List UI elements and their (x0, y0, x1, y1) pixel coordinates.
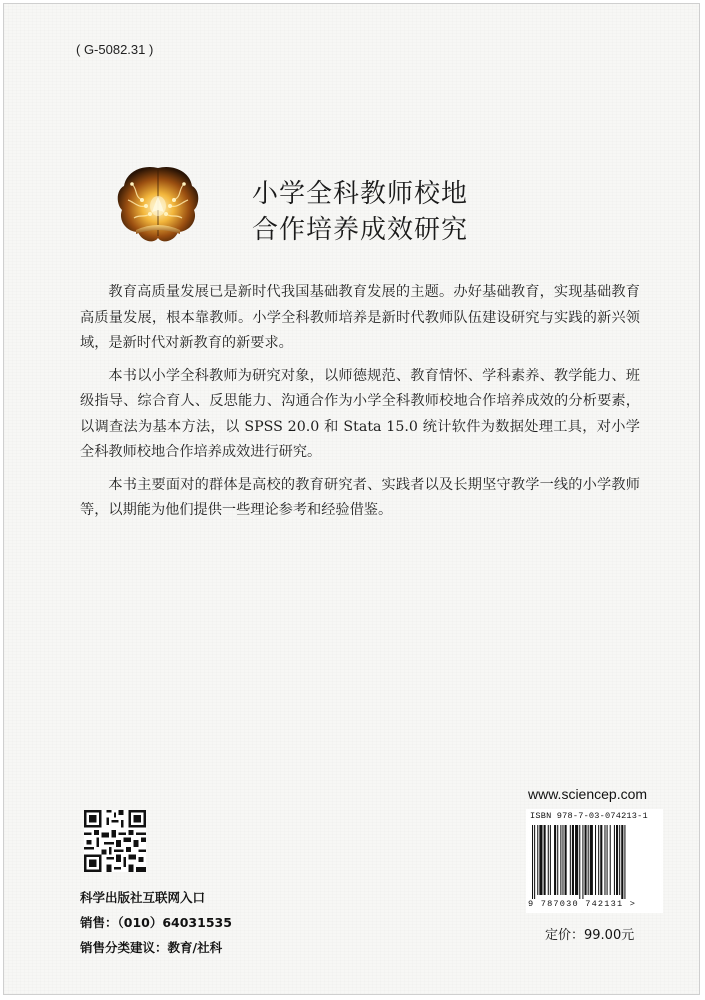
isbn-barcode-block (526, 809, 663, 913)
book-price: 定价：99.00元 (545, 928, 635, 943)
barcode-icon (530, 825, 658, 899)
description-paragraph-3: 本书主要面对的群体是高校的教育研究者、实践者以及长期坚守教学一线的小学教师等，以期能为他们提供一些理论参考和经验借鉴。 (80, 476, 640, 518)
book-title-line2: 合作培养成效研究 (252, 215, 469, 245)
description-paragraph-2: 本书以小学全科教师为研究对象，以师德规范、教育情怀、学科素养、教学能力、班级指导、综合育人、反思能力、沟通合作为小学全科教师校地合作培养成效的分析要素，以调查法为基本方法，以 SPSS 20.0 和 Stata 15.0 统计软件为数据处理工具，对小学全科教师校地合作培养成效进行研究。 (80, 367, 640, 460)
description-paragraph-1: 教育高质量发展已是新时代我国基础教育发展的主题。办好基础教育，实现基础教育高质量发展，根本靠教师。小学全科教师培养是新时代教师队伍建设研究与实践的新兴领域，是新时代对新教育的新要求。 (80, 284, 640, 351)
book-back-cover (3, 3, 700, 995)
isbn-number: ISBN 978-7-03-074213-1 (530, 811, 648, 821)
book-description (80, 280, 640, 531)
catalog-code: ( G-5082.31 ) (76, 42, 154, 57)
book-title-line1: 小学全科教师校地 (252, 179, 469, 209)
sales-phone: 销售：（010）64031535 (80, 915, 232, 930)
category-suggestion: 销售分类建议：教育/社科 (80, 940, 223, 955)
barcode-digits: 9 787030 742131 > (528, 899, 637, 909)
publisher-website: www.sciencep.com (528, 786, 648, 802)
qr-code-icon (84, 810, 146, 872)
book-title (252, 176, 468, 248)
publisher-entry: 科学出版社互联网入口 (80, 890, 206, 905)
publisher-info (80, 885, 232, 960)
brain-book-icon (112, 160, 204, 252)
